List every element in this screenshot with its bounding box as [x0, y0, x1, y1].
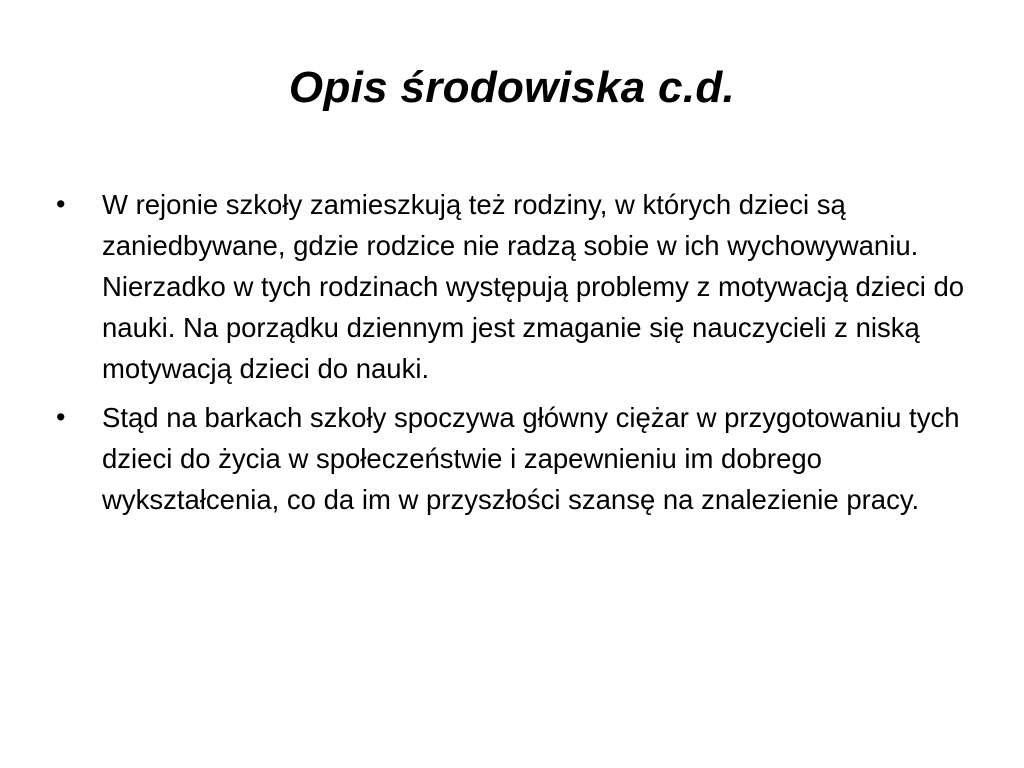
bullet-item [56, 397, 976, 520]
bullet-item [56, 184, 976, 389]
bullet-list [56, 184, 976, 528]
bullet-text: W rejonie szkoły zamieszkują też rodziny, w których dzieci są zaniedbywane, gdzie rodzice nie radzą sobie w ich wychowywaniu. Nierzadko w tych rodzinach występują problemy z motywacją dzieci do nauki. Na porządku dziennym jest zmaganie się nauczycieli z niską motywacją dzieci do nauki. [102, 189, 965, 384]
bullet-dot-icon: • [56, 402, 66, 432]
slide-title: Opis środowiska c.d. [288, 63, 736, 112]
bullet-dot-icon: • [56, 189, 66, 219]
bullet-text: Stąd na barkach szkoły spoczywa główny ciężar w przygotowaniu tych dzieci do życia w społeczeństwie i zapewnieniu im dobrego wykształcenia, co da im w przyszłości szansę na znalezienie pracy. [102, 402, 960, 515]
